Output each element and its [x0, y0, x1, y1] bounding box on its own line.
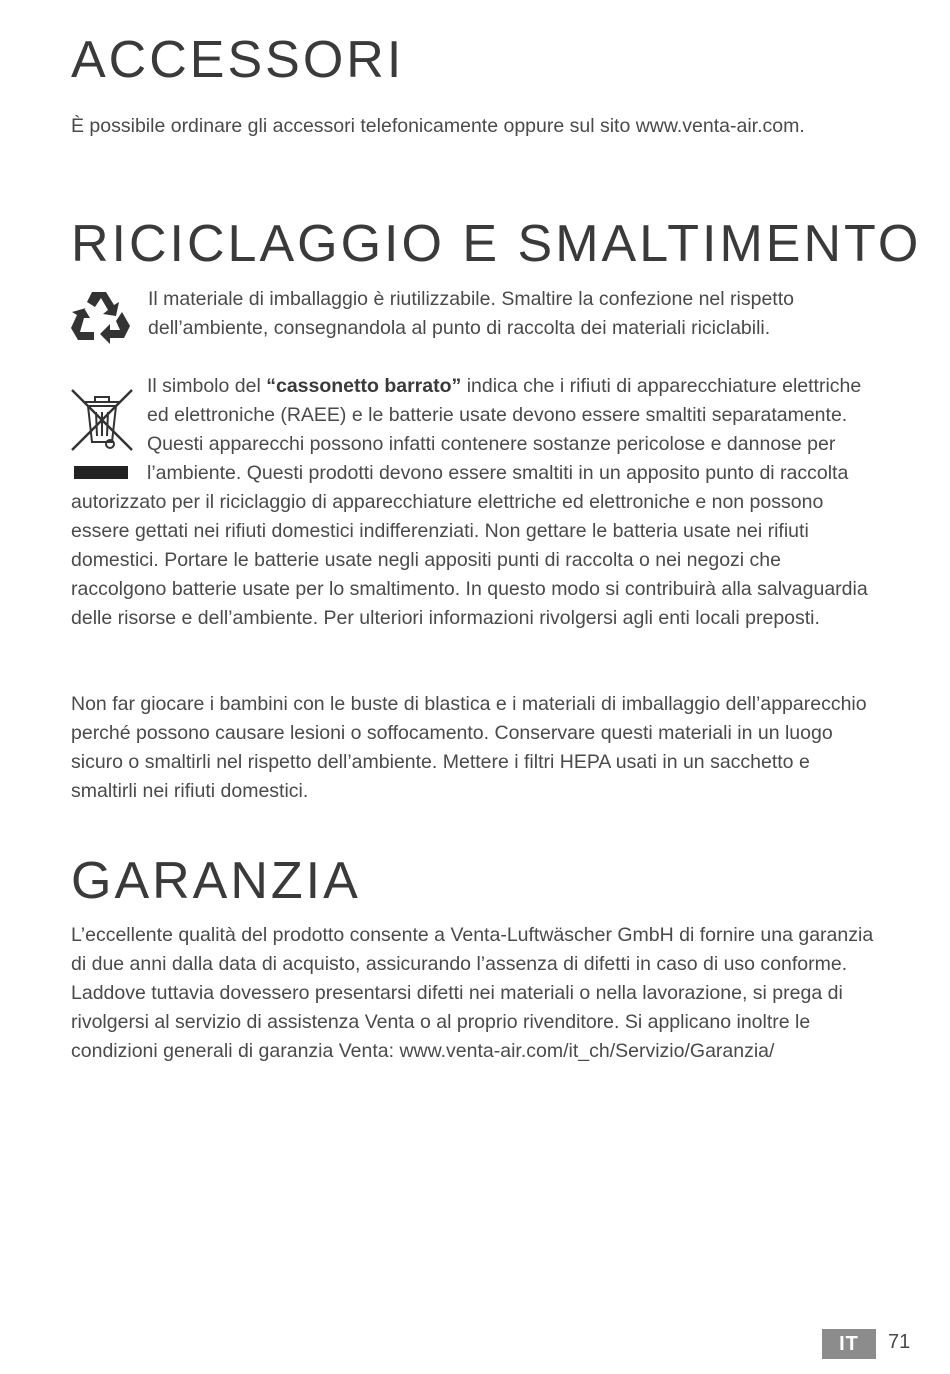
weee-bold: “cassonetto barrato”: [266, 375, 462, 397]
recycle-icon: [70, 288, 132, 348]
language-badge: IT: [822, 1329, 876, 1359]
accessori-text: È possibile ordinare gli accessori telefonicamente oppure sul sito www.venta-air.com.: [71, 115, 805, 137]
accessori-title: ACCESSORI: [71, 31, 405, 89]
children-warning-text: Non far giocare i bambini con le buste di blastica e i materiali di imballaggio dell’apparecchio perché possono causare lesioni o soffocamento. Conservare questi materiali in un luogo sicuro o smaltirli nel rispetto dell’ambiente. Mettere i filtri HEPA usati in un sacchetto e smaltirli nei rifiuti domestici.: [71, 693, 867, 802]
weee-text: [71, 372, 877, 633]
recycle-text: Il materiale di imballaggio è riutilizzabile. Smaltire la confezione nel rispetto dell’ambiente, consegnandola al punto di raccolta dei materiali riciclabili.: [148, 288, 794, 339]
garanzia-text: L’eccellente qualità del prodotto consente a Venta-Luftwäscher GmbH di fornire una garanzia di due anni dalla data di acquisto, assicurando l’assenza di difetti in caso di uso conforme. Laddove tuttavia dovessero presentarsi difetti nei materiali o nella lavorazione, si prega di rivolgersi al servizio di assistenza Venta o al proprio rivenditore. Si applicano inoltre le condizioni generali di garanzia Venta: www.venta-air.com/it_ch/Servizio/Garanzia/: [71, 924, 874, 1062]
riciclaggio-title: RICICLAGGIO E SMALTIMENTO: [71, 215, 922, 273]
weee-prefix: Il simbolo del: [147, 375, 267, 397]
page-number: 71: [888, 1331, 911, 1353]
weee-body: indica che i rifiuti di apparecchiature elettriche ed elettroniche (RAEE) e le batterie usate devono essere smaltiti separatamente. Questi apparecchi possono infatti contenere sostanze pericolose e dannose per l’ambiente. Questi prodotti devono essere smaltiti in un apposito punto di raccolta autorizzato per il riciclaggio di apparecchiature elettriche ed elettroniche e non possono essere gettati nei rifiuti domestici indifferenziati. Non gettare le batteria usate nei rifiuti domestici. Portare le batterie usate negli appositi punti di raccolta o nei negozi che raccolgono batterie usate per lo smaltimento. In questo modo si contribuirà alla salvaguardia delle risorse e dell’ambiente. Per ulteriori informazioni rivolgersi agli enti locali preposti.: [71, 375, 868, 629]
garanzia-title: GARANZIA: [71, 852, 361, 910]
